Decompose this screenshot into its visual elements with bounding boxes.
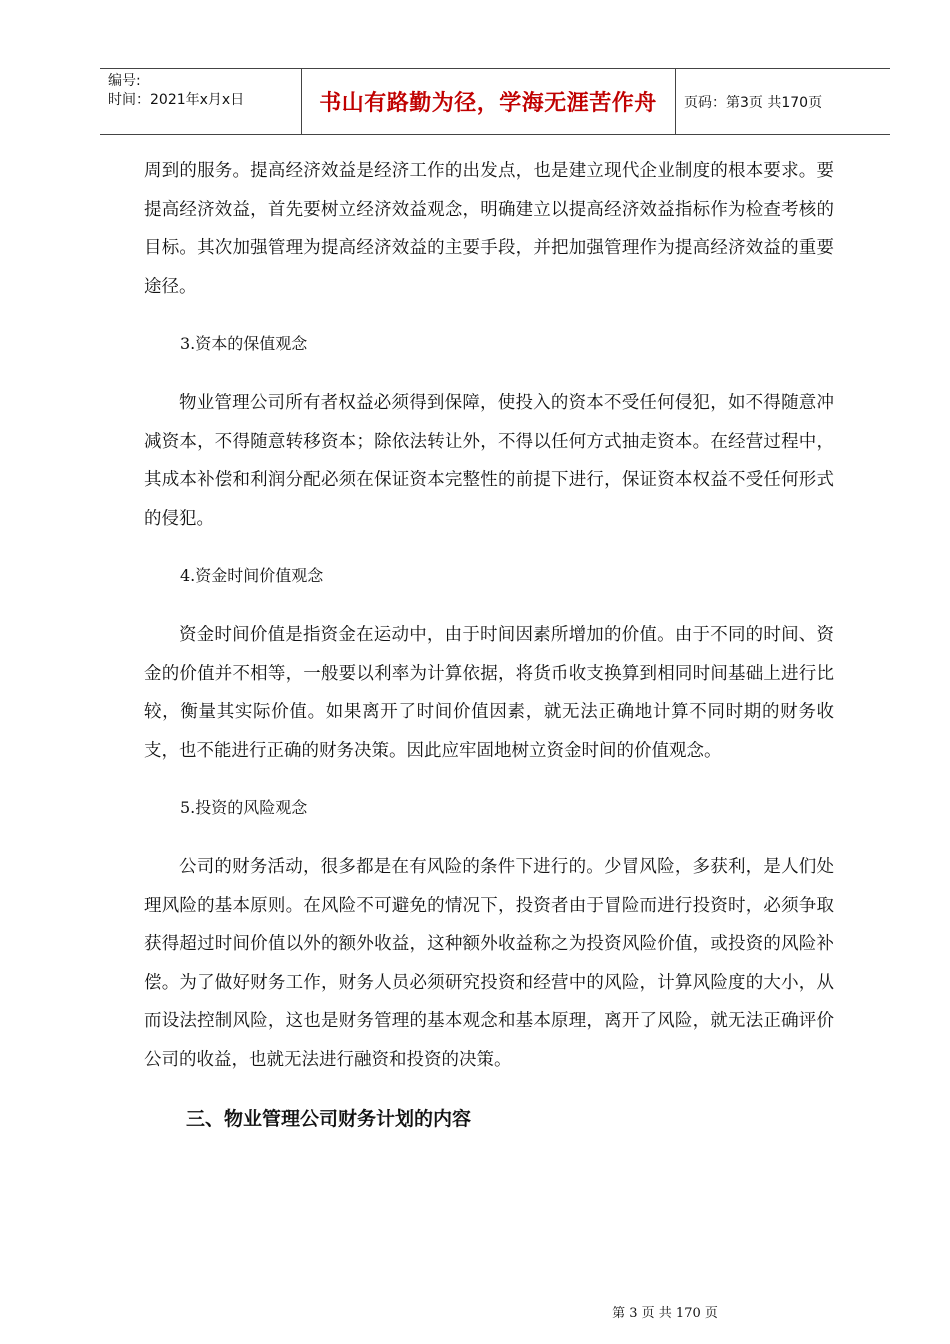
header-page-info: 页码：第3页 共170页 [684,94,823,111]
document-body [144,152,834,1139]
section-title: 三、物业管理公司财务计划的内容 [186,1108,472,1130]
page-footer [0,1302,950,1321]
body-paragraph: 周到的服务。提高经济效益是经济工作的出发点，也是建立现代企业制度的根本要求。要提高经济效益，首先要树立经济效益观念，明确建立以提高经济效益指标作为检查考核的目标。其次加强管理为提高经济效益的主要手段，并把加强管理作为提高经济效益的重要途径。 [144,161,834,297]
page-header [100,68,890,135]
header-meta [108,72,244,110]
footer-page-number: 第 3 页 共 170 页 [612,1306,718,1321]
header-motto: 书山有路勤为径，学海无涯苦作舟 [319,91,657,116]
body-paragraph: 资金时间价值是指资金在运动中，由于时间因素所增加的价值。由于不同的时间、资金的价值并不相等，一般要以利率为计算依据，将货币收支换算到相同时间基础上进行比较，衡量其实际价值。如果离开了时间价值因素，就无法正确地计算不同时期的财务收支，也不能进行正确的财务决策。因此应牢固地树立资金时间的价值观念。 [144,625,834,761]
document-number-label: 编号: [108,73,141,89]
subheading-capital-preservation: 3.资本的保值观念 [180,334,308,353]
header-divider-right [675,69,676,134]
document-time-label: 时间：2021年x月x日 [108,92,245,108]
subheading-investment-risk: 5.投资的风险观念 [180,798,308,817]
body-paragraph: 公司的财务活动，很多都是在有风险的条件下进行的。少冒风险，多获利，是人们处理风险的基本原则。在风险不可避免的情况下，投资者由于冒险而进行投资时，必须争取获得超过时间价值以外的额外收益，这种额外收益称之为投资风险价值，或投资的风险补偿。为了做好财务工作，财务人员必须研究投资和经营中的风险，计算风险度的大小，从而设法控制风险，这也是财务管理的基本观念和基本原理，离开了风险，就无法正确评价公司的收益，也就无法进行融资和投资的决策。 [144,857,834,1070]
body-paragraph: 物业管理公司所有者权益必须得到保障，使投入的资本不受任何侵犯，如不得随意冲减资本，不得随意转移资本；除依法转让外，不得以任何方式抽走资本。在经营过程中，其成本补偿和利润分配必须在保证资本完整性的前提下进行，保证资本权益不受任何形式的侵犯。 [144,393,834,529]
subheading-time-value: 4.资金时间价值观念 [180,566,324,585]
